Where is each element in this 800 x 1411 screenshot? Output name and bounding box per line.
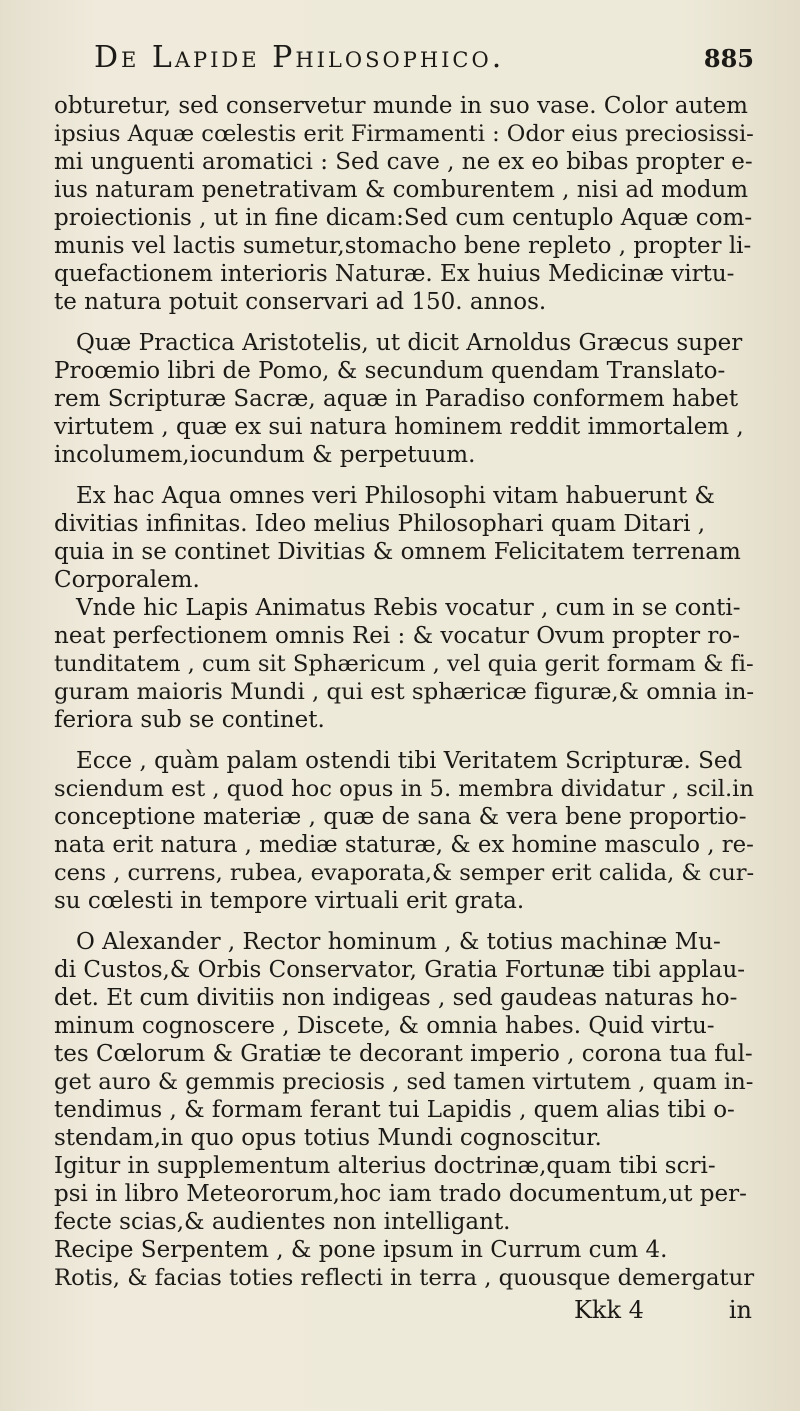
text-line: divitias infinitas. Ideo melius Philosophari quam Ditari , [54,511,706,537]
text-line: tes Cœlorum & Gratiæ te decorant imperio , corona tua ful- [54,1041,753,1067]
text-line: Ex hac Aqua omnes veri Philosophi vitam habuerunt & [76,483,715,509]
text-line: quia in se continet Divitias & omnem Felicitatem terrenam [54,539,741,565]
paragraph [54,594,760,734]
text-line: sciendum est , quod hoc opus in 5. membra dividatur , scil.in [54,776,754,802]
text-line: get auro & gemmis preciosis , sed tamen virtutem , quam in- [54,1069,754,1095]
text-line: obturetur, sed conservetur munde in suo vase. Color autem [54,93,748,119]
text-line: te natura potuit conservari ad 150. annos. [54,289,547,315]
paragraph [54,329,760,469]
paragraph [54,747,760,915]
text-line: minum cognoscere , Discete, & omnia habes. Quid virtu- [54,1013,715,1039]
page-number: 885 [703,44,754,73]
text-line: Corporalem. [54,567,200,593]
paragraph [54,928,760,1292]
text-line: conceptione materiæ , quæ de sana & vera bene proportio- [54,804,747,830]
text-line: psi in libro Meteororum,hoc iam trado documentum,ut per- [54,1181,747,1207]
text-line: tendimus , & formam ferant tui Lapidis , quem alias tibi o- [54,1097,735,1123]
signature-mark: Kkk 4 [574,1296,644,1324]
text-line: O Alexander , Rector hominum , & totius machinæ Mu- [76,929,721,955]
text-line: ius naturam penetrativam & comburentem , nisi ad modum [54,177,749,203]
text-line: stendam,in quo opus totius Mundi cognoscitur. [54,1125,602,1151]
text-line: rem Scripturæ Sacræ, aquæ in Paradiso conformem habet [54,386,739,412]
running-title: De Lapide Philosophico. [94,40,505,75]
text-line: nata erit natura , mediæ staturæ, & ex homine masculo , re- [54,832,754,858]
text-line: di Custos,& Orbis Conservator, Gratia Fortunæ tibi applau- [54,957,746,983]
text-line: virtutem , quæ ex sui natura hominem reddit immortalem , [54,414,744,440]
paragraph [54,92,760,316]
text-line: tunditatem , cum sit Sphæricum , vel quia gerit formam & fi- [54,651,754,677]
text-line: Ecce , quàm palam ostendi tibi Veritatem Scripturæ. Sed [76,748,743,774]
text-line: Recipe Serpentem , & pone ipsum in Currum cum 4. [54,1237,668,1263]
text-line: feriora sub se continet. [54,707,325,733]
catchword: in [728,1296,752,1324]
text-line: Proœmio libri de Pomo, & secundum quendam Translato- [54,358,726,384]
text-line: fecte scias,& audientes non intelligant. [54,1209,511,1235]
text-line: ipsius Aquæ cœlestis erit Firmamenti : Odor eius preciosissi- [54,121,754,147]
text-line: neat perfectionem omnis Rei : & vocatur Ovum propter ro- [54,623,741,649]
paragraph [54,482,760,594]
text-line: mi unguenti aromatici : Sed cave , ne ex eo bibas propter e- [54,149,753,175]
page-footer [54,1294,760,1328]
text-line: Quæ Practica Aristotelis, ut dicit Arnoldus Græcus super [76,330,743,356]
text-line: cens , currens, rubea, evaporata,& semper erit calida, & cur- [54,860,755,886]
text-line: munis vel lactis sumetur,stomacho bene repleto , propter li- [54,233,752,259]
text-line: Rotis, & facias toties reflecti in terra , quousque demergatur [54,1265,755,1291]
text-line: Vnde hic Lapis Animatus Rebis vocatur , cum in se conti- [76,595,741,621]
text-line: su cœlesti in tempore virtuali erit grata. [54,888,525,914]
text-line: proiectionis , ut in fine dicam:Sed cum centuplo Aquæ com- [54,205,753,231]
text-line: det. Et cum divitiis non indigeas , sed gaudeas naturas ho- [54,985,738,1011]
text-line: quefactionem interioris Naturæ. Ex huius Medicinæ virtu- [54,261,735,287]
text-line: guram maioris Mundi , qui est sphæricæ figuræ,& omnia in- [54,679,755,705]
text-line: incolumem,iocundum & perpetuum. [54,442,476,468]
text-line: Igitur in supplementum alterius doctrinæ,quam tibi scri- [54,1153,716,1179]
running-header [54,30,760,86]
text-body [54,92,760,1292]
